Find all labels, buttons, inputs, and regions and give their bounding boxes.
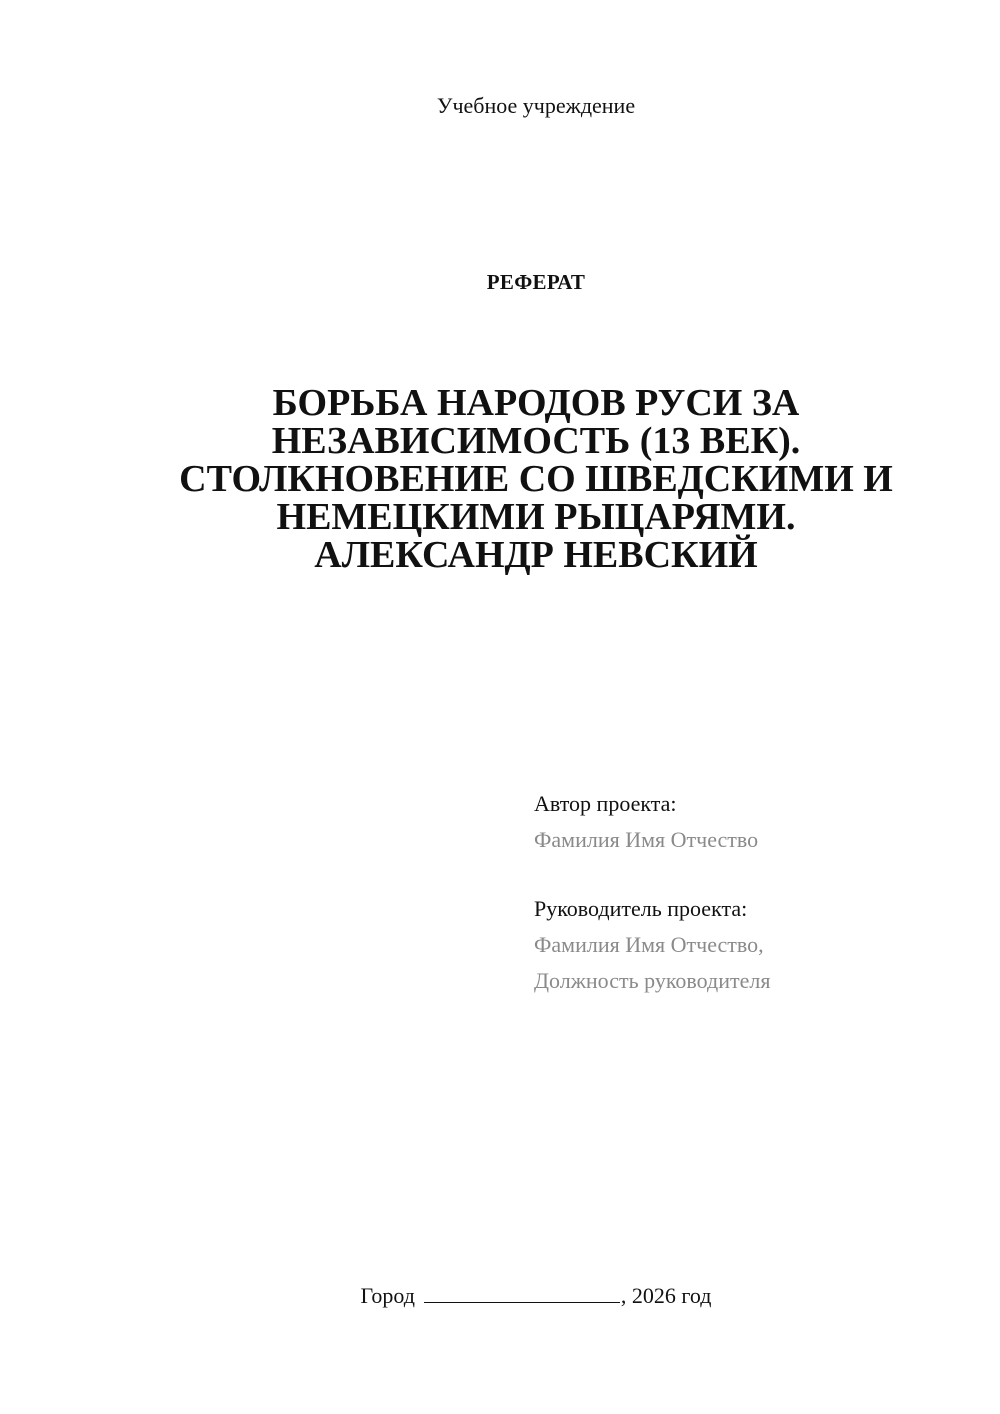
title-line: БОРЬБА НАРОДОВ РУСИ ЗА: [272, 382, 800, 424]
supervisor-name: Фамилия Имя Отчество,: [534, 932, 764, 957]
author-name: Фамилия Имя Отчество: [534, 827, 759, 852]
document-title: [100, 384, 972, 574]
supervisor-position: Должность руководителя: [534, 968, 771, 993]
city-label: Город: [360, 1283, 415, 1308]
title-line: НЕМЕЦКИМИ РЫЦАРЯМИ.: [276, 496, 796, 538]
institution-name: Учебное учреждение: [436, 93, 636, 118]
city-year-line: [0, 1281, 1000, 1311]
title-line: СТОЛКНОВЕНИЕ СО ШВЕДСКИМИ И: [179, 458, 893, 500]
supervisor-block: [534, 891, 964, 999]
title-line: НЕЗАВИСИМОСТЬ (13 ВЕК).: [271, 420, 801, 462]
title-line: АЛЕКСАНДР НЕВСКИЙ: [314, 534, 758, 576]
supervisor-label: Руководитель проекта:: [534, 896, 748, 921]
year-text: , 2026 год: [620, 1283, 712, 1308]
author-block: [534, 786, 964, 858]
document-type: РЕФЕРАТ: [486, 270, 586, 294]
city-blank-line: [424, 1282, 620, 1303]
author-label: Автор проекта:: [534, 791, 677, 816]
